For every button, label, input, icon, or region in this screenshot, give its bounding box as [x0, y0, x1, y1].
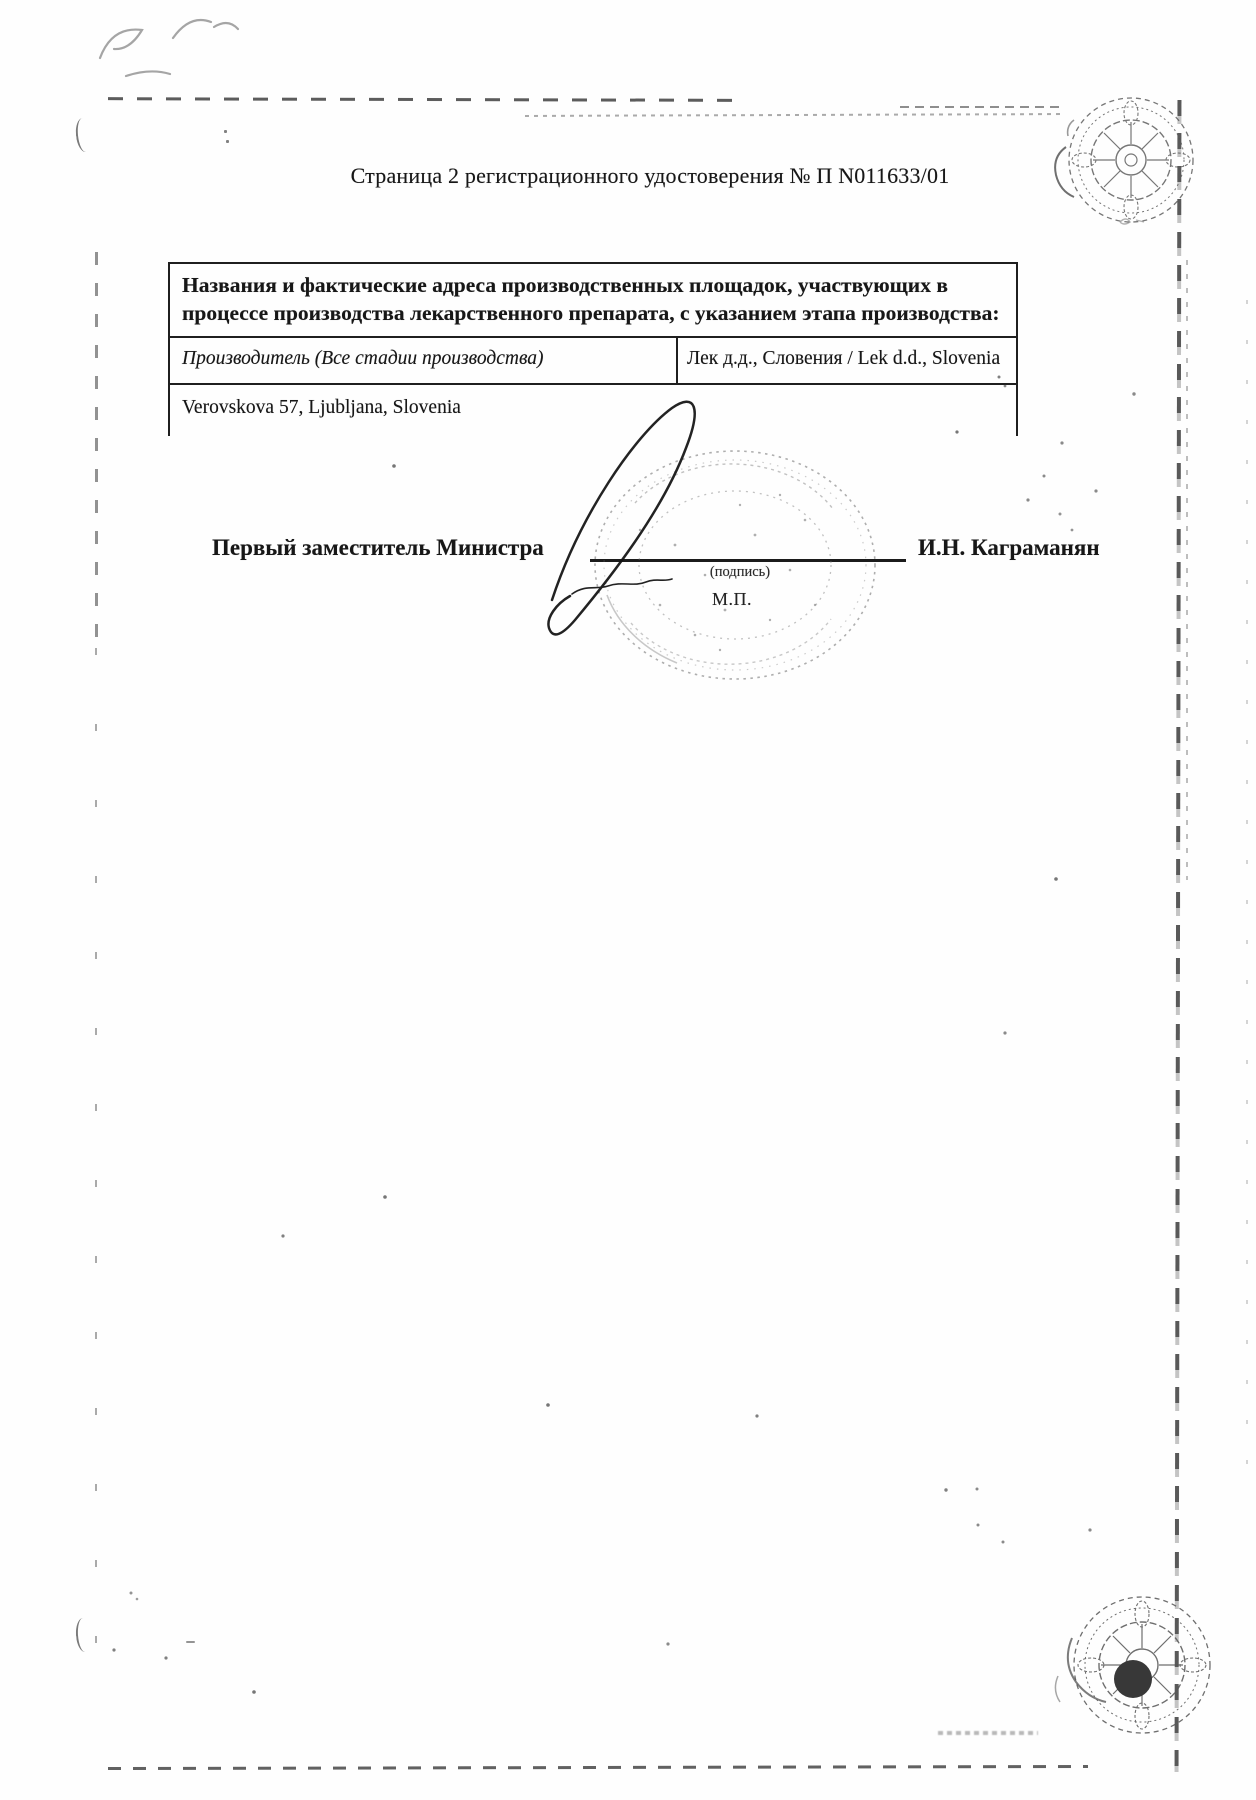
signature-caption: (подпись) [709, 564, 771, 580]
scan-edge-band-right-secondary [1186, 260, 1188, 880]
scan-dotted-line-top [525, 113, 1065, 117]
scan-speck [186, 1641, 195, 1643]
page-title: Страница 2 регистрационного удостоверения № П N011633/01 [350, 163, 950, 188]
scan-speck [226, 140, 229, 143]
production-stage-cell: Производитель (Все стадии производства) [170, 338, 678, 383]
manufacturer-address-cell: Verovskova 57, Ljubljana, Slovenia [182, 397, 461, 418]
rosette-ornament-bottom [1055, 1597, 1210, 1733]
signatory-name: И.Н. Каграманян [918, 535, 1100, 560]
signature-stroke [548, 402, 694, 635]
seal-placeholder-label: М.П. [712, 589, 753, 609]
table-row [170, 338, 1016, 385]
scan-dashed-margin-left-lower [95, 648, 97, 1678]
scan-specks [112, 376, 1135, 1694]
scan-dashed-border-bottom [108, 1765, 1088, 1770]
scan-speck [224, 130, 227, 133]
scan-page-edge-right [1246, 300, 1248, 1500]
scan-dashed-border-top [108, 97, 733, 102]
manufacturer-cell: Лек д.д., Словения / Lek d.d., Slovenia [687, 348, 1001, 369]
scan-dotted-line-top-right [900, 106, 1065, 108]
manufacturing-sites-table [168, 262, 1018, 436]
table-title: Названия и фактические адреса производственных площадок, участвующих в процессе производства лекарственного препарата, с указанием этапа производства: [170, 264, 1016, 338]
rosette-ornament-top [1055, 98, 1193, 222]
scan-bracket-mark-top [74, 117, 93, 152]
signatory-role: Первый заместитель Министра [212, 535, 544, 560]
pencil-mark-small [1120, 219, 1144, 224]
scan-edge-band-right [1175, 100, 1182, 1772]
scan-bracket-mark-bottom [75, 1617, 93, 1652]
pencil-squiggle-marks [100, 20, 238, 76]
scan-dashed-margin-left-upper [95, 252, 98, 642]
ink-blot [1114, 1660, 1152, 1698]
scan-smudge [938, 1731, 1038, 1735]
signature-line [590, 559, 906, 562]
